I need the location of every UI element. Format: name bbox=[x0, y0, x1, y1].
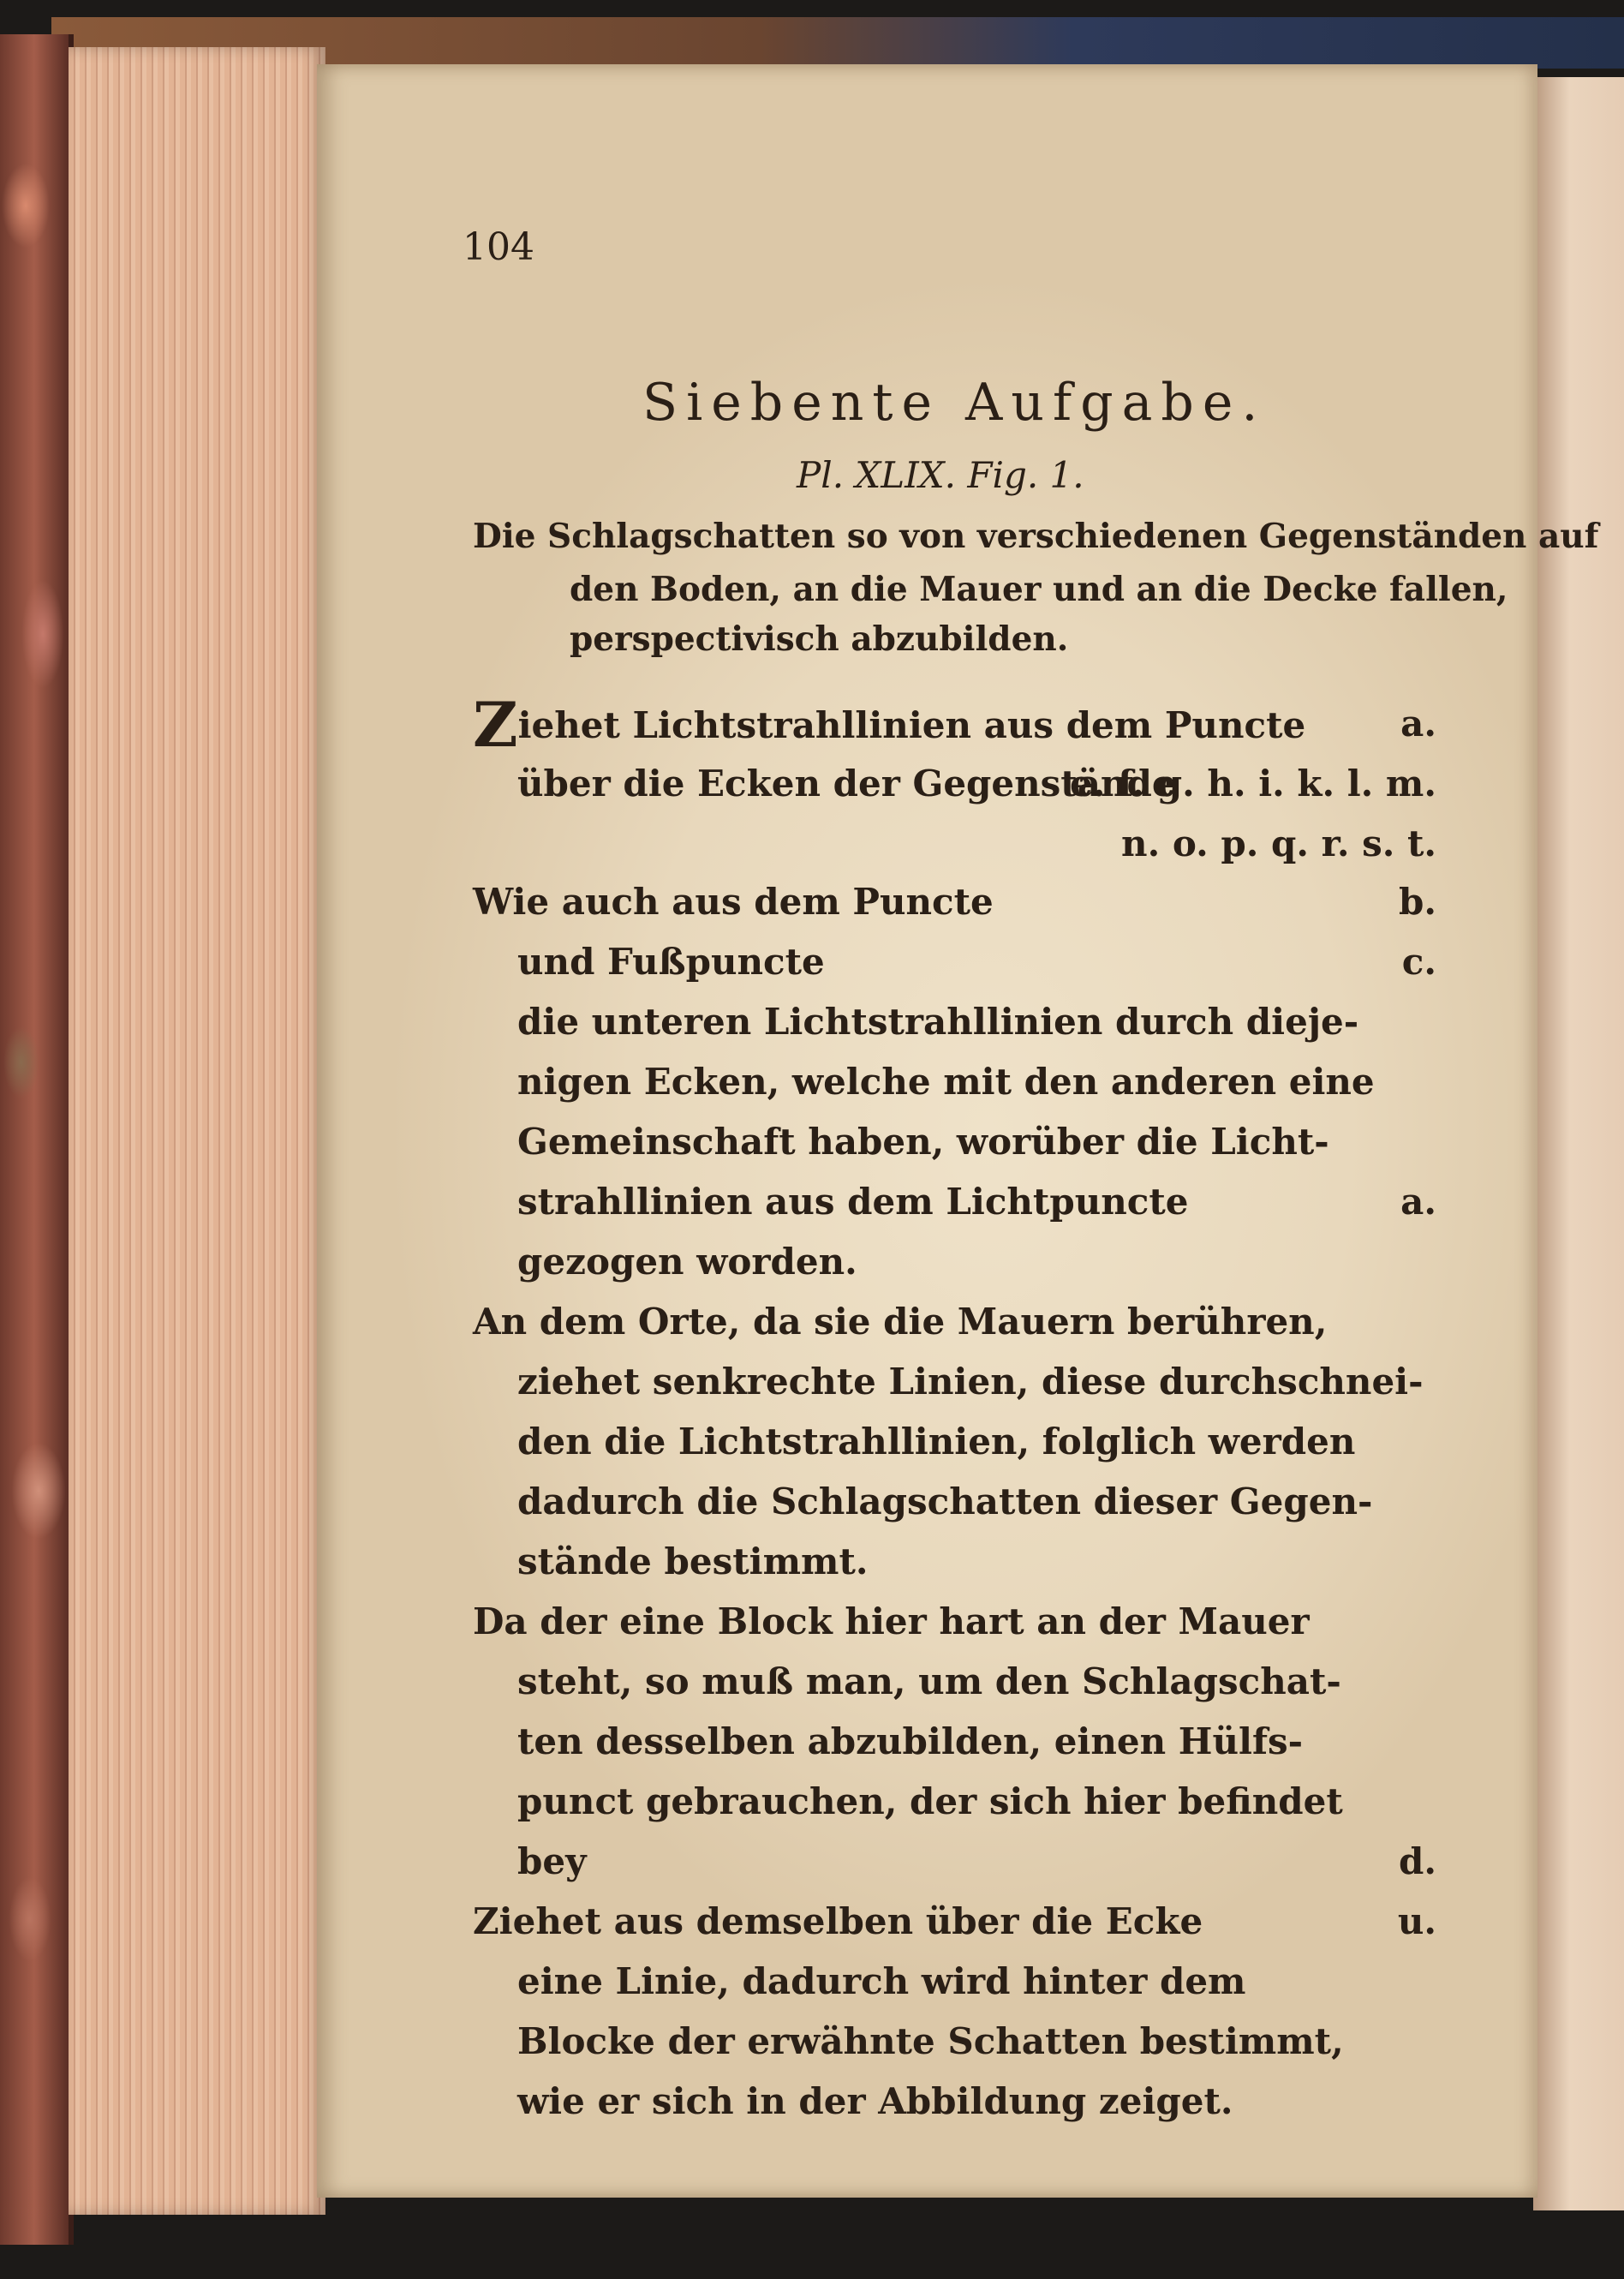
body-line-9: strahllinien aus dem Lichtpuncte bbox=[517, 1181, 1189, 1223]
drop-cap: Z bbox=[473, 688, 518, 761]
plate-reference: Pl. XLIX. Fig. 1. bbox=[797, 454, 1084, 496]
body-line-15: stände bestimmt. bbox=[517, 1540, 869, 1582]
section-heading: Siebente Aufgabe. bbox=[642, 373, 1267, 433]
body-ref-20: d. bbox=[1399, 1840, 1436, 1882]
page-number: 104 bbox=[463, 225, 534, 269]
marbled-book-cover bbox=[0, 34, 74, 2245]
task-title-line-1: Die Schlagschatten so von verschiedenen Gegenständen auf bbox=[473, 517, 1599, 556]
body-line-8: Gemeinschaft haben, worüber die Licht- bbox=[517, 1121, 1329, 1163]
body-line-17: steht, so muß man, um den Schlagschat- bbox=[517, 1660, 1341, 1702]
body-ref-1: a. bbox=[1400, 703, 1436, 745]
body-line-22: eine Linie, dadurch wird hinter dem bbox=[517, 1960, 1246, 2002]
body-line-18: ten desselben abzubilden, einen Hülfs- bbox=[517, 1720, 1304, 1762]
body-ref-5: c. bbox=[1401, 941, 1436, 983]
task-title-line-3: perspectivisch abzubilden. bbox=[570, 619, 1069, 659]
body-line-21: Ziehet aus demselben über die Ecke bbox=[473, 1900, 1203, 1942]
body-ref-4: b. bbox=[1399, 881, 1436, 923]
body-line-20: bey bbox=[517, 1840, 587, 1882]
body-line-23: Blocke der erwähnte Schatten bestimmt, bbox=[517, 2020, 1344, 2062]
body-line-6: die unteren Lichtstrahllinien durch dieje- bbox=[517, 1001, 1359, 1043]
body-ref-3: n. o. p. q. r. s. t. bbox=[1121, 822, 1436, 864]
body-line-14: dadurch die Schlagschatten dieser Gegen- bbox=[517, 1480, 1373, 1522]
book-page bbox=[317, 64, 1599, 2198]
body-ref-2: e. f. g. h. i. k. l. m. bbox=[1070, 763, 1436, 805]
task-title-line-2: den Boden, an die Mauer und an die Decke fallen, bbox=[570, 570, 1508, 609]
body-line-24: wie er sich in der Abbildung zeiget. bbox=[517, 2080, 1233, 2122]
body-line-5: und Fußpuncte bbox=[517, 941, 825, 983]
body-line-12: ziehet senkrechte Linien, diese durchschnei- bbox=[517, 1361, 1424, 1403]
facing-page-edge bbox=[1533, 77, 1624, 2210]
body-line-10: gezogen worden. bbox=[517, 1241, 857, 1283]
body-ref-9: a. bbox=[1400, 1181, 1436, 1223]
body-line-11: An dem Orte, da sie die Mauern berühren, bbox=[473, 1301, 1328, 1343]
body-line-2: über die Ecken der Gegenstände bbox=[517, 763, 1175, 805]
body-line-1: Ziehet Lichtstrahllinien aus dem Puncte bbox=[473, 688, 1306, 761]
body-ref-21: u. bbox=[1397, 1900, 1436, 1942]
body-line-4: Wie auch aus dem Puncte bbox=[473, 881, 994, 923]
body-line-16: Da der eine Block hier hart an der Mauer bbox=[473, 1600, 1310, 1642]
body-line-19: punct gebrauchen, der sich hier befindet bbox=[517, 1780, 1343, 1822]
page-edges bbox=[69, 47, 325, 2215]
body-line-7: nigen Ecken, welche mit den anderen eine bbox=[517, 1061, 1375, 1103]
body-line-13: den die Lichtstrahllinien, folglich werden bbox=[517, 1421, 1356, 1463]
